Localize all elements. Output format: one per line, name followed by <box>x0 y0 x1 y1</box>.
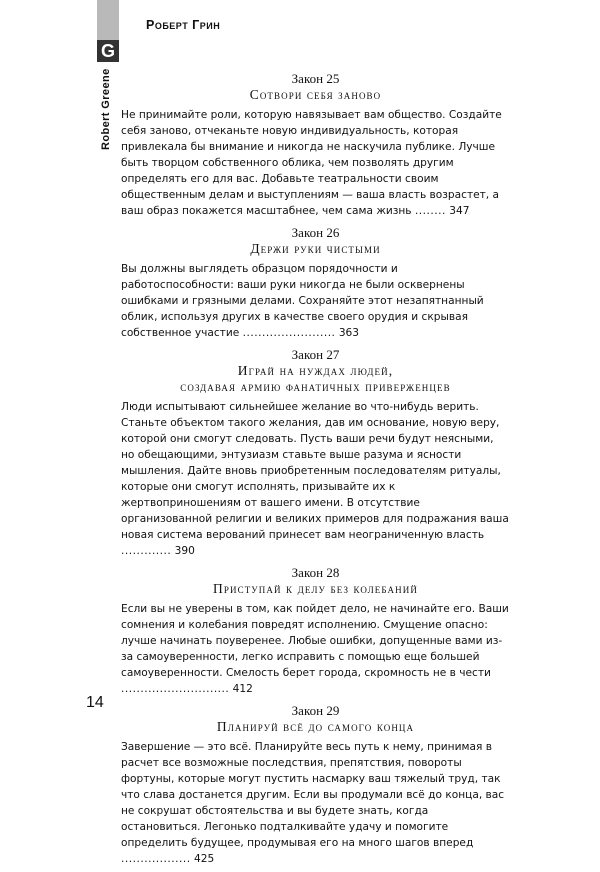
law-number: Закон 29 <box>291 703 340 718</box>
law-number: Закон 26 <box>291 225 340 240</box>
law-number: Закон 25 <box>291 71 340 86</box>
law-title: Играй на нуждах людей, создавая армию фанатичных приверженцев <box>180 363 451 394</box>
page-number: 14 <box>86 694 104 711</box>
law-26 <box>121 224 510 341</box>
law-number: Закон 27 <box>291 347 340 362</box>
running-header-author: Роберт Грин <box>146 18 221 32</box>
law-text: Люди испытывают сильнейшее желание во что-нибудь верить. Станьте объектом такого желания, дав им основание, новую веру, которой они смогут следовать. Пусть ваши речи будут неясными, но обещающими, энтузиазм ставьте выше разума и ясности мышления. Дайте вновь приобретенным последователям ритуалы, которые они смогут исполнять, призывайте их к жертвоприношениям от вашего имени. В отсутствие организованной религии и великих примеров для подражания ваша новая система верований принесет вам неограниченную власть ............. 390 <box>121 401 509 557</box>
law-text: Если вы не уверены в том, как пойдет дело, не начинайте его. Ваши сомнения и колебания повредят исполнению. Смущение опасно: лучше начинать поуверенее. Любые ошибки, допущенные вами из-за самоуверенности, легко исправить с помощью еще большей самоуверенности. Смелость берет города, скромность не в чести ............................ 412 <box>121 603 509 695</box>
law-text: Завершение — это всё. Планируйте весь путь к нему, принимая в расчет все возможные последствия, препятствия, повороты фортуны, которые могут пустить насмарку ваш тяжелый труд, так что слава достанется другим. Если вы продумали всё до конца, вас не сокрушат обстоятельства и вы будете знать, когда остановиться. Легонько подталкивайте удачу и помогите определить будущее, продумывая его на много шагов вперед .................. 425 <box>121 741 505 865</box>
law-title: Держи руки чистыми <box>250 241 381 256</box>
laws-list <box>121 70 510 872</box>
law-page-ref: 363 <box>338 327 360 339</box>
series-logo-letter: G <box>97 40 119 62</box>
law-text: Не принимайте роли, которую навязывает вам общество. Создайте себя заново, отчеканьте новую индивидуальность, которая привлекала бы внимание и никогда не наскучила публике. Лучше быть творцом собственного облика, чем позволять другим определять его для вас. Добавьте театральности своим общественным делам и выступлениям — ваша власть возрастет, а ваш образ покажется масштабнее, чем сама жизнь ........ 347 <box>121 109 502 217</box>
law-page-ref: 347 <box>449 205 470 217</box>
law-29 <box>121 702 510 867</box>
law-title: Планируй всё до самого конца <box>216 719 415 734</box>
law-title: Сотвори себя заново <box>249 87 382 102</box>
law-27 <box>121 346 510 559</box>
law-28 <box>121 564 510 697</box>
law-title: Приступай к делу без колебаний <box>213 581 418 596</box>
law-25 <box>121 70 510 219</box>
vertical-side-label: Robert Greene <box>100 68 112 150</box>
law-text: Вы должны выглядеть образцом порядочности и работоспособности: ваши руки никогда не были осквернены ошибками и грязными делами. Сохраняйте этот незапятнанный облик, используя других в качестве своего орудия и скрывая собственное участие ........................ 363 <box>121 263 484 339</box>
law-number: Закон 28 <box>291 565 340 580</box>
law-page-ref: 390 <box>174 545 195 557</box>
law-page-ref: 425 <box>194 853 215 865</box>
law-page-ref: 412 <box>232 683 253 695</box>
